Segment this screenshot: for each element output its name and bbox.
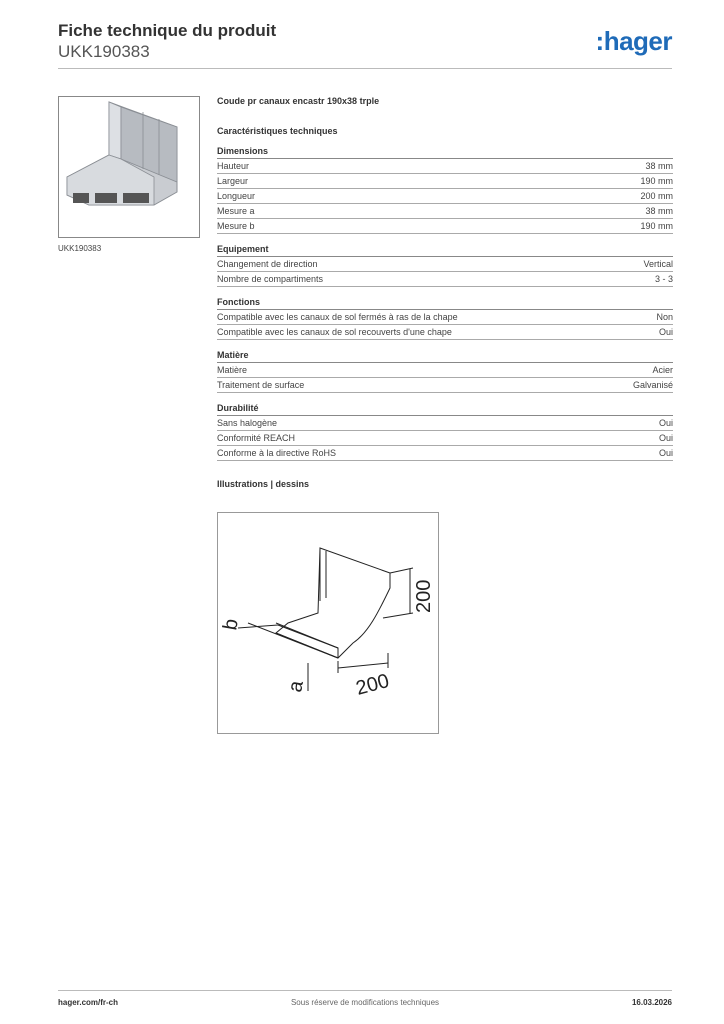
product-image bbox=[59, 97, 199, 237]
spec-content bbox=[217, 96, 673, 489]
spec-groups bbox=[217, 146, 673, 461]
spec-label: Compatible avec les canaux de sol recouverts d'une chape bbox=[217, 327, 452, 337]
spec-row bbox=[217, 219, 673, 234]
footer-date: 16.03.2026 bbox=[631, 998, 672, 1007]
spec-label: Traitement de surface bbox=[217, 380, 305, 390]
spec-label: Changement de direction bbox=[217, 259, 318, 269]
spec-row bbox=[217, 310, 673, 325]
spec-row bbox=[217, 446, 673, 461]
spec-value: Oui bbox=[658, 327, 673, 337]
technical-drawing bbox=[217, 512, 439, 734]
spec-label: Matière bbox=[217, 365, 248, 375]
spec-row bbox=[217, 159, 673, 174]
group-title: Matière bbox=[217, 350, 673, 363]
spec-value: 190 mm bbox=[640, 221, 673, 231]
hager-logo: :hager bbox=[595, 26, 672, 56]
dimension-drawing bbox=[218, 513, 438, 733]
spec-row bbox=[217, 272, 673, 287]
group-title: Durabilité bbox=[217, 403, 673, 416]
spec-row bbox=[217, 204, 673, 219]
spec-value: 38 mm bbox=[645, 161, 673, 171]
spec-value: 200 mm bbox=[640, 191, 673, 201]
spec-label: Largeur bbox=[217, 176, 249, 186]
spec-label: Conforme à la directive RoHS bbox=[217, 448, 337, 458]
page-title: Fiche technique du produit bbox=[58, 21, 277, 40]
page-footer bbox=[58, 990, 672, 1012]
spec-row bbox=[217, 257, 673, 272]
page-header bbox=[58, 20, 672, 69]
group-title: Equipement bbox=[217, 244, 673, 257]
footer-website[interactable]: hager.com/fr-ch bbox=[58, 998, 119, 1007]
photo-caption: UKK190383 bbox=[58, 244, 102, 253]
spec-value: Galvanisé bbox=[632, 380, 673, 390]
spec-label: Sans halogène bbox=[217, 418, 278, 428]
spec-row bbox=[217, 363, 673, 378]
spec-value: Oui bbox=[658, 418, 673, 428]
spec-value: 3 - 3 bbox=[654, 274, 673, 284]
label-height: 200 bbox=[413, 579, 435, 613]
spec-value: Oui bbox=[658, 433, 673, 443]
group-title: Dimensions bbox=[217, 146, 673, 159]
spec-value: 190 mm bbox=[640, 176, 673, 186]
spec-value: 38 mm bbox=[645, 206, 673, 216]
label-length: 200 bbox=[353, 669, 392, 700]
label-a: a bbox=[284, 679, 308, 694]
spec-label: Mesure a bbox=[217, 206, 255, 216]
product-name: Coude pr canaux encastr 190x38 trple bbox=[217, 96, 380, 106]
spec-label: Compatible avec les canaux de sol fermés à ras de la chape bbox=[217, 312, 458, 322]
product-photo bbox=[58, 96, 200, 238]
label-b: b bbox=[219, 617, 243, 632]
spec-row bbox=[217, 431, 673, 446]
spec-label: Hauteur bbox=[217, 161, 250, 171]
spec-value: Non bbox=[656, 312, 673, 322]
spec-row bbox=[217, 416, 673, 431]
spec-value: Vertical bbox=[643, 259, 673, 269]
spec-value: Oui bbox=[658, 448, 673, 458]
spec-row bbox=[217, 174, 673, 189]
illustrations-title: Illustrations | dessins bbox=[217, 479, 310, 489]
group-title: Fonctions bbox=[217, 297, 673, 310]
spec-row bbox=[217, 189, 673, 204]
footer-disclaimer: Sous réserve de modifications techniques bbox=[290, 998, 440, 1007]
product-code: UKK190383 bbox=[58, 42, 150, 61]
tech-title: Caractéristiques techniques bbox=[217, 126, 338, 136]
spec-value: Acier bbox=[652, 365, 673, 375]
spec-row bbox=[217, 325, 673, 340]
spec-label: Mesure b bbox=[217, 221, 255, 231]
spec-label: Conformité REACH bbox=[217, 433, 296, 443]
spec-label: Nombre de compartiments bbox=[217, 274, 324, 284]
spec-label: Longueur bbox=[217, 191, 256, 201]
spec-row bbox=[217, 378, 673, 393]
